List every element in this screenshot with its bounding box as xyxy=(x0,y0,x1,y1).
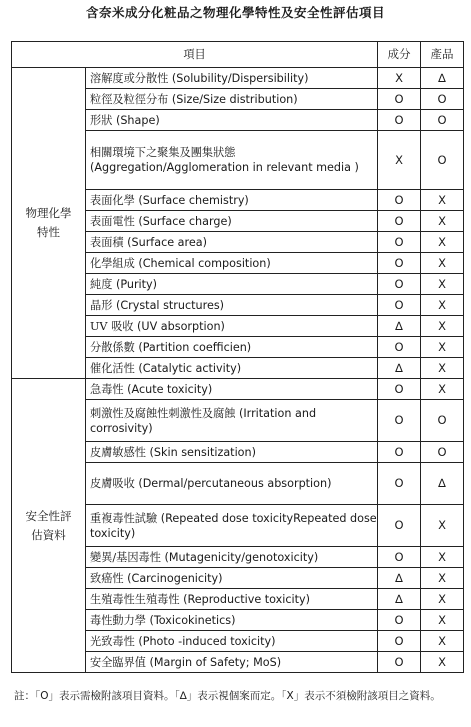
item-name-en: (Photo -induced toxicity) xyxy=(138,634,276,648)
product-mark: O xyxy=(421,442,464,463)
ingredient-mark: O xyxy=(378,463,421,505)
item-cell xyxy=(86,568,378,589)
product-mark: X xyxy=(421,232,464,253)
ingredient-mark: O xyxy=(378,505,421,547)
product-mark: X xyxy=(421,211,464,232)
item-name-zh: 粒徑及粒徑分布 xyxy=(90,92,169,106)
product-mark: ∆ xyxy=(421,463,464,505)
item-name-en: (Solubility/Dispersibility) xyxy=(171,71,309,85)
item-name-zh: 重複毒性試驗 xyxy=(90,511,158,525)
product-mark: X xyxy=(421,253,464,274)
item-cell xyxy=(86,131,378,190)
item-cell xyxy=(86,463,378,505)
header-row xyxy=(12,42,464,68)
item-cell xyxy=(86,631,378,652)
product-mark: O xyxy=(421,400,464,442)
evaluation-table xyxy=(11,41,464,673)
item-name-en: (Catalytic activity) xyxy=(138,361,242,375)
item-name-zh: 催化活性 xyxy=(90,361,135,375)
header-item: 項目 xyxy=(12,42,378,68)
item-cell xyxy=(86,211,378,232)
item-name-en: (Carcinogenicity) xyxy=(127,571,223,585)
footnote: 註：「O」表示需檢附該項目資料。「∆」表示視個案而定。「X」表示不須檢附該項目之資料。 xyxy=(14,690,441,702)
item-name-en: (Crystal structures) xyxy=(115,298,225,312)
item-cell xyxy=(86,89,378,110)
ingredient-mark: ∆ xyxy=(378,568,421,589)
product-mark: X xyxy=(421,547,464,568)
item-name-zh: 相關環境下之聚集及團集狀態 xyxy=(90,146,236,159)
item-name-zh: 急毒性 xyxy=(90,382,124,396)
item-cell xyxy=(86,547,378,568)
item-name-zh: 皮膚吸收 xyxy=(90,477,135,490)
item-name-en: (Repeated dose toxicityRepeated dose toxicity) xyxy=(90,511,377,540)
ingredient-mark: O xyxy=(378,379,421,400)
ingredient-mark: O xyxy=(378,337,421,358)
product-mark: X xyxy=(421,589,464,610)
ingredient-mark: O xyxy=(378,232,421,253)
ingredient-mark: O xyxy=(378,211,421,232)
item-name-zh: 安全臨界值 xyxy=(90,655,146,669)
ingredient-mark: O xyxy=(378,652,421,673)
header-product: 產品 xyxy=(421,42,464,68)
product-mark: X xyxy=(421,337,464,358)
item-cell xyxy=(86,295,378,316)
ingredient-mark: ∆ xyxy=(378,358,421,379)
category-line1: 安全性評 xyxy=(25,508,72,523)
ingredient-mark: ∆ xyxy=(378,589,421,610)
item-name-zh: 表面積 xyxy=(90,235,124,249)
product-mark: ∆ xyxy=(421,68,464,89)
item-name-en: (Surface area) xyxy=(127,235,207,249)
ingredient-mark: O xyxy=(378,547,421,568)
item-name-zh: 形狀 xyxy=(90,113,113,127)
page-title: 含奈米成分化粧品之物理化學特性及安全性評估項目 xyxy=(85,5,385,20)
product-mark: X xyxy=(421,316,464,337)
item-cell xyxy=(86,68,378,89)
item-name-zh: 純度 xyxy=(90,277,113,291)
item-cell xyxy=(86,274,378,295)
item-name-en: (Shape) xyxy=(115,113,160,127)
category-cell xyxy=(12,379,86,673)
product-mark: X xyxy=(421,295,464,316)
item-name-zh: UV 吸收 xyxy=(90,319,134,333)
product-mark: O xyxy=(421,110,464,131)
item-cell xyxy=(86,358,378,379)
product-mark: X xyxy=(421,505,464,547)
item-name-en: (Purity) xyxy=(115,277,158,291)
ingredient-mark: O xyxy=(378,253,421,274)
item-cell xyxy=(86,610,378,631)
ingredient-mark: O xyxy=(378,110,421,131)
item-cell xyxy=(86,652,378,673)
item-cell xyxy=(86,400,378,442)
item-name-zh: 溶解度或分散性 xyxy=(90,71,169,85)
item-name-zh: 皮膚敏感性 xyxy=(90,445,146,459)
item-name-en: (Partition coefficien) xyxy=(138,340,252,354)
item-name-zh: 表面化學 xyxy=(90,193,135,207)
ingredient-mark: O xyxy=(378,89,421,110)
item-name-zh: 分散係數 xyxy=(90,340,135,354)
product-mark: X xyxy=(421,190,464,211)
product-mark: O xyxy=(421,131,464,190)
product-mark: X xyxy=(421,358,464,379)
item-name-en: (Surface charge) xyxy=(138,214,232,228)
item-name-zh: 致癌性 xyxy=(90,571,124,585)
ingredient-mark: O xyxy=(378,400,421,442)
product-mark: X xyxy=(421,274,464,295)
item-name-en: (Reproductive toxicity) xyxy=(183,592,311,606)
product-mark: X xyxy=(421,568,464,589)
item-name-zh: 生殖毒性生殖毒性 xyxy=(90,592,180,606)
item-name-zh: 表面電性 xyxy=(90,214,135,228)
item-name-en: (UV absorption) xyxy=(137,319,225,333)
item-name-zh: 光致毒性 xyxy=(90,634,135,648)
ingredient-mark: X xyxy=(378,68,421,89)
item-cell xyxy=(86,337,378,358)
item-name-en: (Aggregation/Agglomeration in relevant media ) xyxy=(90,161,359,174)
item-name-zh: 刺激性及腐蝕性刺激性及腐蝕 xyxy=(90,406,236,420)
ingredient-mark: O xyxy=(378,190,421,211)
item-name-en: (Size/Size distribution) xyxy=(171,92,298,106)
ingredient-mark: X xyxy=(378,131,421,190)
item-cell xyxy=(86,232,378,253)
category-line2: 估資料 xyxy=(31,527,66,542)
item-name-en: (Dermal/percutaneous absorption) xyxy=(138,477,332,490)
product-mark: O xyxy=(421,89,464,110)
table-row xyxy=(12,379,464,400)
product-mark: X xyxy=(421,610,464,631)
ingredient-mark: O xyxy=(378,442,421,463)
category-line1: 物理化學 xyxy=(25,206,72,220)
item-cell xyxy=(86,110,378,131)
item-name-zh: 晶形 xyxy=(90,298,113,312)
item-name-en: (Mutagenicity/genotoxicity) xyxy=(164,550,319,564)
ingredient-mark: O xyxy=(378,631,421,652)
product-mark: X xyxy=(421,652,464,673)
item-name-zh: 化學組成 xyxy=(90,256,135,270)
item-cell xyxy=(86,379,378,400)
ingredient-mark: O xyxy=(378,295,421,316)
item-name-en: (Irritation and corrosivity) xyxy=(90,406,317,435)
ingredient-mark: O xyxy=(378,610,421,631)
ingredient-mark: ∆ xyxy=(378,316,421,337)
item-name-en: (Skin sensitization) xyxy=(149,445,256,459)
item-cell xyxy=(86,589,378,610)
ingredient-mark: O xyxy=(378,274,421,295)
product-mark: X xyxy=(421,379,464,400)
category-line2: 特性 xyxy=(37,225,60,239)
item-name-zh: 毒性動力學 xyxy=(90,613,146,627)
item-name-en: (Toxicokinetics) xyxy=(149,613,236,627)
category-cell xyxy=(12,68,86,379)
item-name-en: (Surface chemistry) xyxy=(138,193,249,207)
item-name-zh: 變異/基因毒性 xyxy=(90,550,161,564)
item-cell xyxy=(86,190,378,211)
table-body xyxy=(12,68,464,673)
item-cell xyxy=(86,253,378,274)
item-name-en: (Acute toxicity) xyxy=(127,382,213,396)
item-cell xyxy=(86,316,378,337)
item-cell xyxy=(86,442,378,463)
item-name-en: (Margin of Safety; MoS) xyxy=(149,655,282,669)
header-ingredient: 成分 xyxy=(378,42,421,68)
product-mark: X xyxy=(421,631,464,652)
table-row xyxy=(12,68,464,89)
item-name-en: (Chemical composition) xyxy=(138,256,271,270)
item-cell xyxy=(86,505,378,547)
